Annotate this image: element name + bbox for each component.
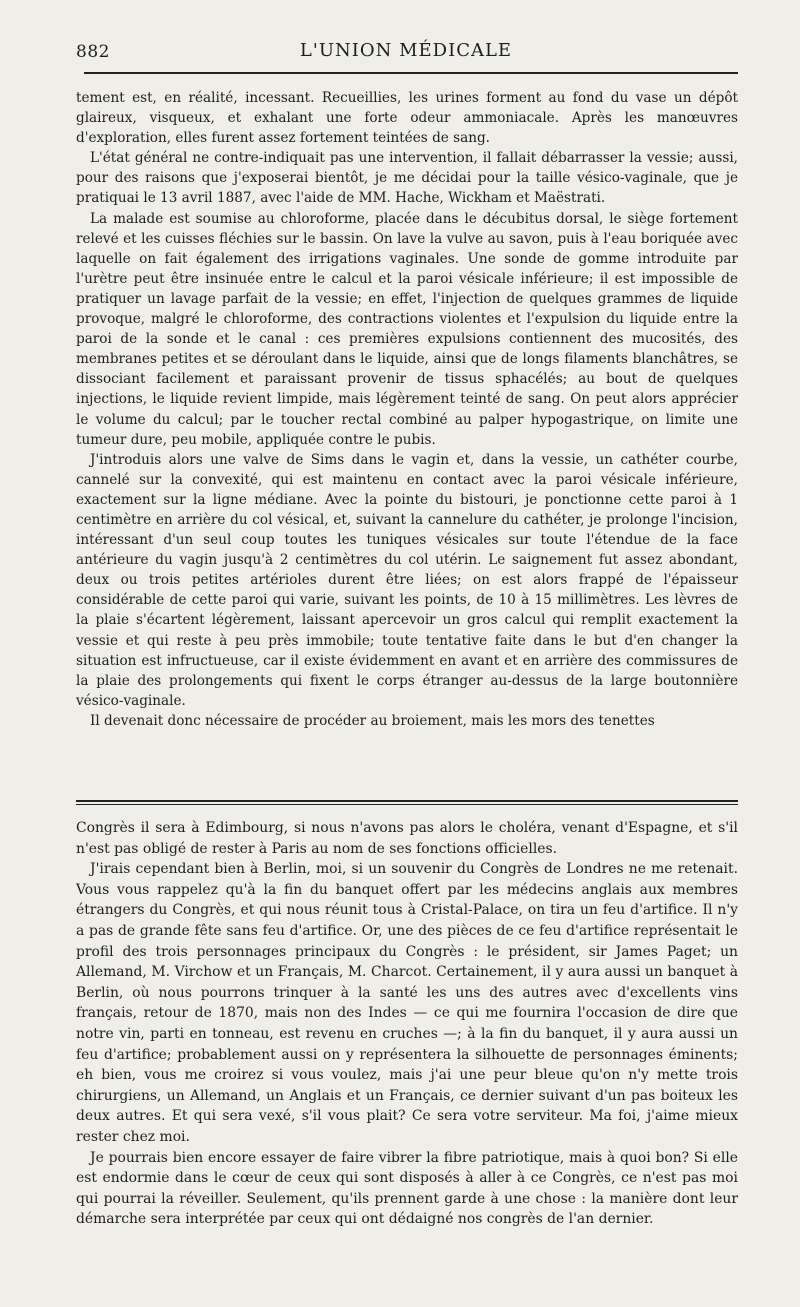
feuilleton-separator [76, 800, 738, 805]
paragraph: Il devenait donc nécessaire de procéder au broiement, mais les mors des tenettes [90, 712, 655, 729]
running-title: L'UNION MÉDICALE [299, 40, 513, 61]
paragraph: Je pourrais bien encore essayer de faire vibrer la fibre patriotique, mais à quoi bon? Si elle est endormie dans le cœur de ceux qui sont disposés à aller à ce Congrès, ce n'est pas moi qui pourrai la réveiller. Seulement, qu'ils prennent garde à une chose : la manière dont leur démarche sera interprétée par ceux qui ont dédaigné nos congrès de l'an dernier. [76, 1149, 738, 1228]
paragraph: La malade est soumise au chloroforme, placée dans le décubitus dorsal, le siège fortement relevé et les cuisses fléchies sur le bassin. On lave la vulve au savon, puis à l'eau boriquée avec laquelle on fait également des irrigations vaginales. Une sonde de gomme introduite par l'urètre peut être insinuée entre le calcul et la paroi vésicale inférieure; il est impossible de pratiquer un lavage parfait de la vessie; en effet, l'injection de quelques grammes de liquide provoque, malgré le chloroforme, des contractions violentes et l'expulsion du liquide entre la paroi de la sonde et le canal : ces premières expulsions contiennent des mucosités, des membranes petites et se déroulant dans le liquide, ainsi que de longs filaments blanchâtres, se dissociant facilement et paraissant provenir de tissus sphacélés; au bout de quelques injections, le liquide revient limpide, mais légèrement teinté de sang. On peut alors apprécier le volume du calcul; par le toucher rectal combiné au palper hypogastrique, on limite une tumeur dure, peu mobile, appliquée contre le pubis. [76, 210, 738, 448]
paragraph: J'irais cependant bien à Berlin, moi, si un souvenir du Congrès de Londres ne me retenait. Vous vous rappelez qu'à la fin du banquet offert par les médecins anglais aux membres étrangers du Congrès, et qui nous réunit tous à Cristal-Palace, on tira un feu d'artifice. Il n'y a pas de grande fête sans feu d'artifice. Or, une des pièces de ce feu d'artifice représentait le profil des trois personnages principaux du Congrès : le président, sir James Paget; un Allemand, M. Virchow et un Français, M. Charcot. Certainement, il y aura aussi un banquet à Berlin, où nous pourrons trinquer à la santé les uns des autres avec d'excellents vins français, retour de 1870, mais non des Indes — ce qui me fournira l'occasion de dire que notre vin, parti en tonneau, est revenu en cruches —; à la fin du banquet, il y aura aussi un feu d'artifice; probablement aussi on y représentera la silhouette de personnages éminents; eh bien, vous me croirez si vous voulez, mais j'ai une peur bleue qu'on n'y mette trois chirurgiens, un Allemand, un Anglais et un Français, ce dernier suivant d'un pas boiteux les deux autres. Et qui sera vexé, s'il vous plait? Ce sera votre serviteur. Ma foi, j'aime mieux rester chez moi. [76, 861, 738, 1145]
paragraph: tement est, en réalité, incessant. Recueillies, les urines forment au fond du vase un dépôt glaireux, visqueux, et exhalant une forte odeur ammoniacale. Après les manœuvres d'exploration, elles furent assez fortement teintées de sang. [76, 90, 738, 147]
paragraph: Congrès il sera à Edimbourg, si nous n'avons pas alors le choléra, venant d'Espagne, et s'il n'est pas obligé de rester à Paris au nom de ses fonctions officielles. [76, 820, 738, 857]
paragraph: J'introduis alors une valve de Sims dans le vagin et, dans la vessie, un cathéter courbe, cannelé sur la convexité, qui est maintenu en contact avec la paroi vésicale inférieure, exactement sur la ligne médiane. Avec la pointe du bistouri, je ponctionne cette paroi à 1 centimètre en arrière du col vésical, et, suivant la cannelure du cathéter, je prolonge l'incision, intéressant d'un seul coup toutes les tuniques vésicales sur toute l'étendue de la face antérieure du vagin jusqu'à 2 centimètres du col utérin. Le saignement fut assez abondant, deux ou trois petites artérioles durent être liées; on est alors frappé de l'épaisseur considérable de cette paroi qui varie, suivant les points, de 10 à 15 millimètres. Les lèvres de la plaie s'écartent légèrement, laissant apercevoir un gros calcul qui remplit exactement la vessie et qui reste à peu près immobile; toute tentative faite dans le but d'en changer la situation est infructueuse, car il existe évidemment en avant et en arrière des commissures de la plaie des prolongements qui fixent le corps étranger au-dessus de la large boutonnière vésico-vaginale. [76, 451, 738, 709]
page-header [76, 36, 736, 66]
header-rule [84, 72, 738, 74]
feuilleton-section [76, 818, 738, 1230]
page-number: 882 [76, 42, 110, 62]
main-article [76, 88, 738, 731]
paragraph: L'état général ne contre-indiquait pas une intervention, il fallait débarrasser la vessie; aussi, pour des raisons que j'exposerai bientôt, je me décidai pour la taille vésico-vaginale, que je pratiquai le 13 avril 1887, avec l'aide de MM. Hache, Wickham et Maëstrati. [76, 150, 738, 207]
